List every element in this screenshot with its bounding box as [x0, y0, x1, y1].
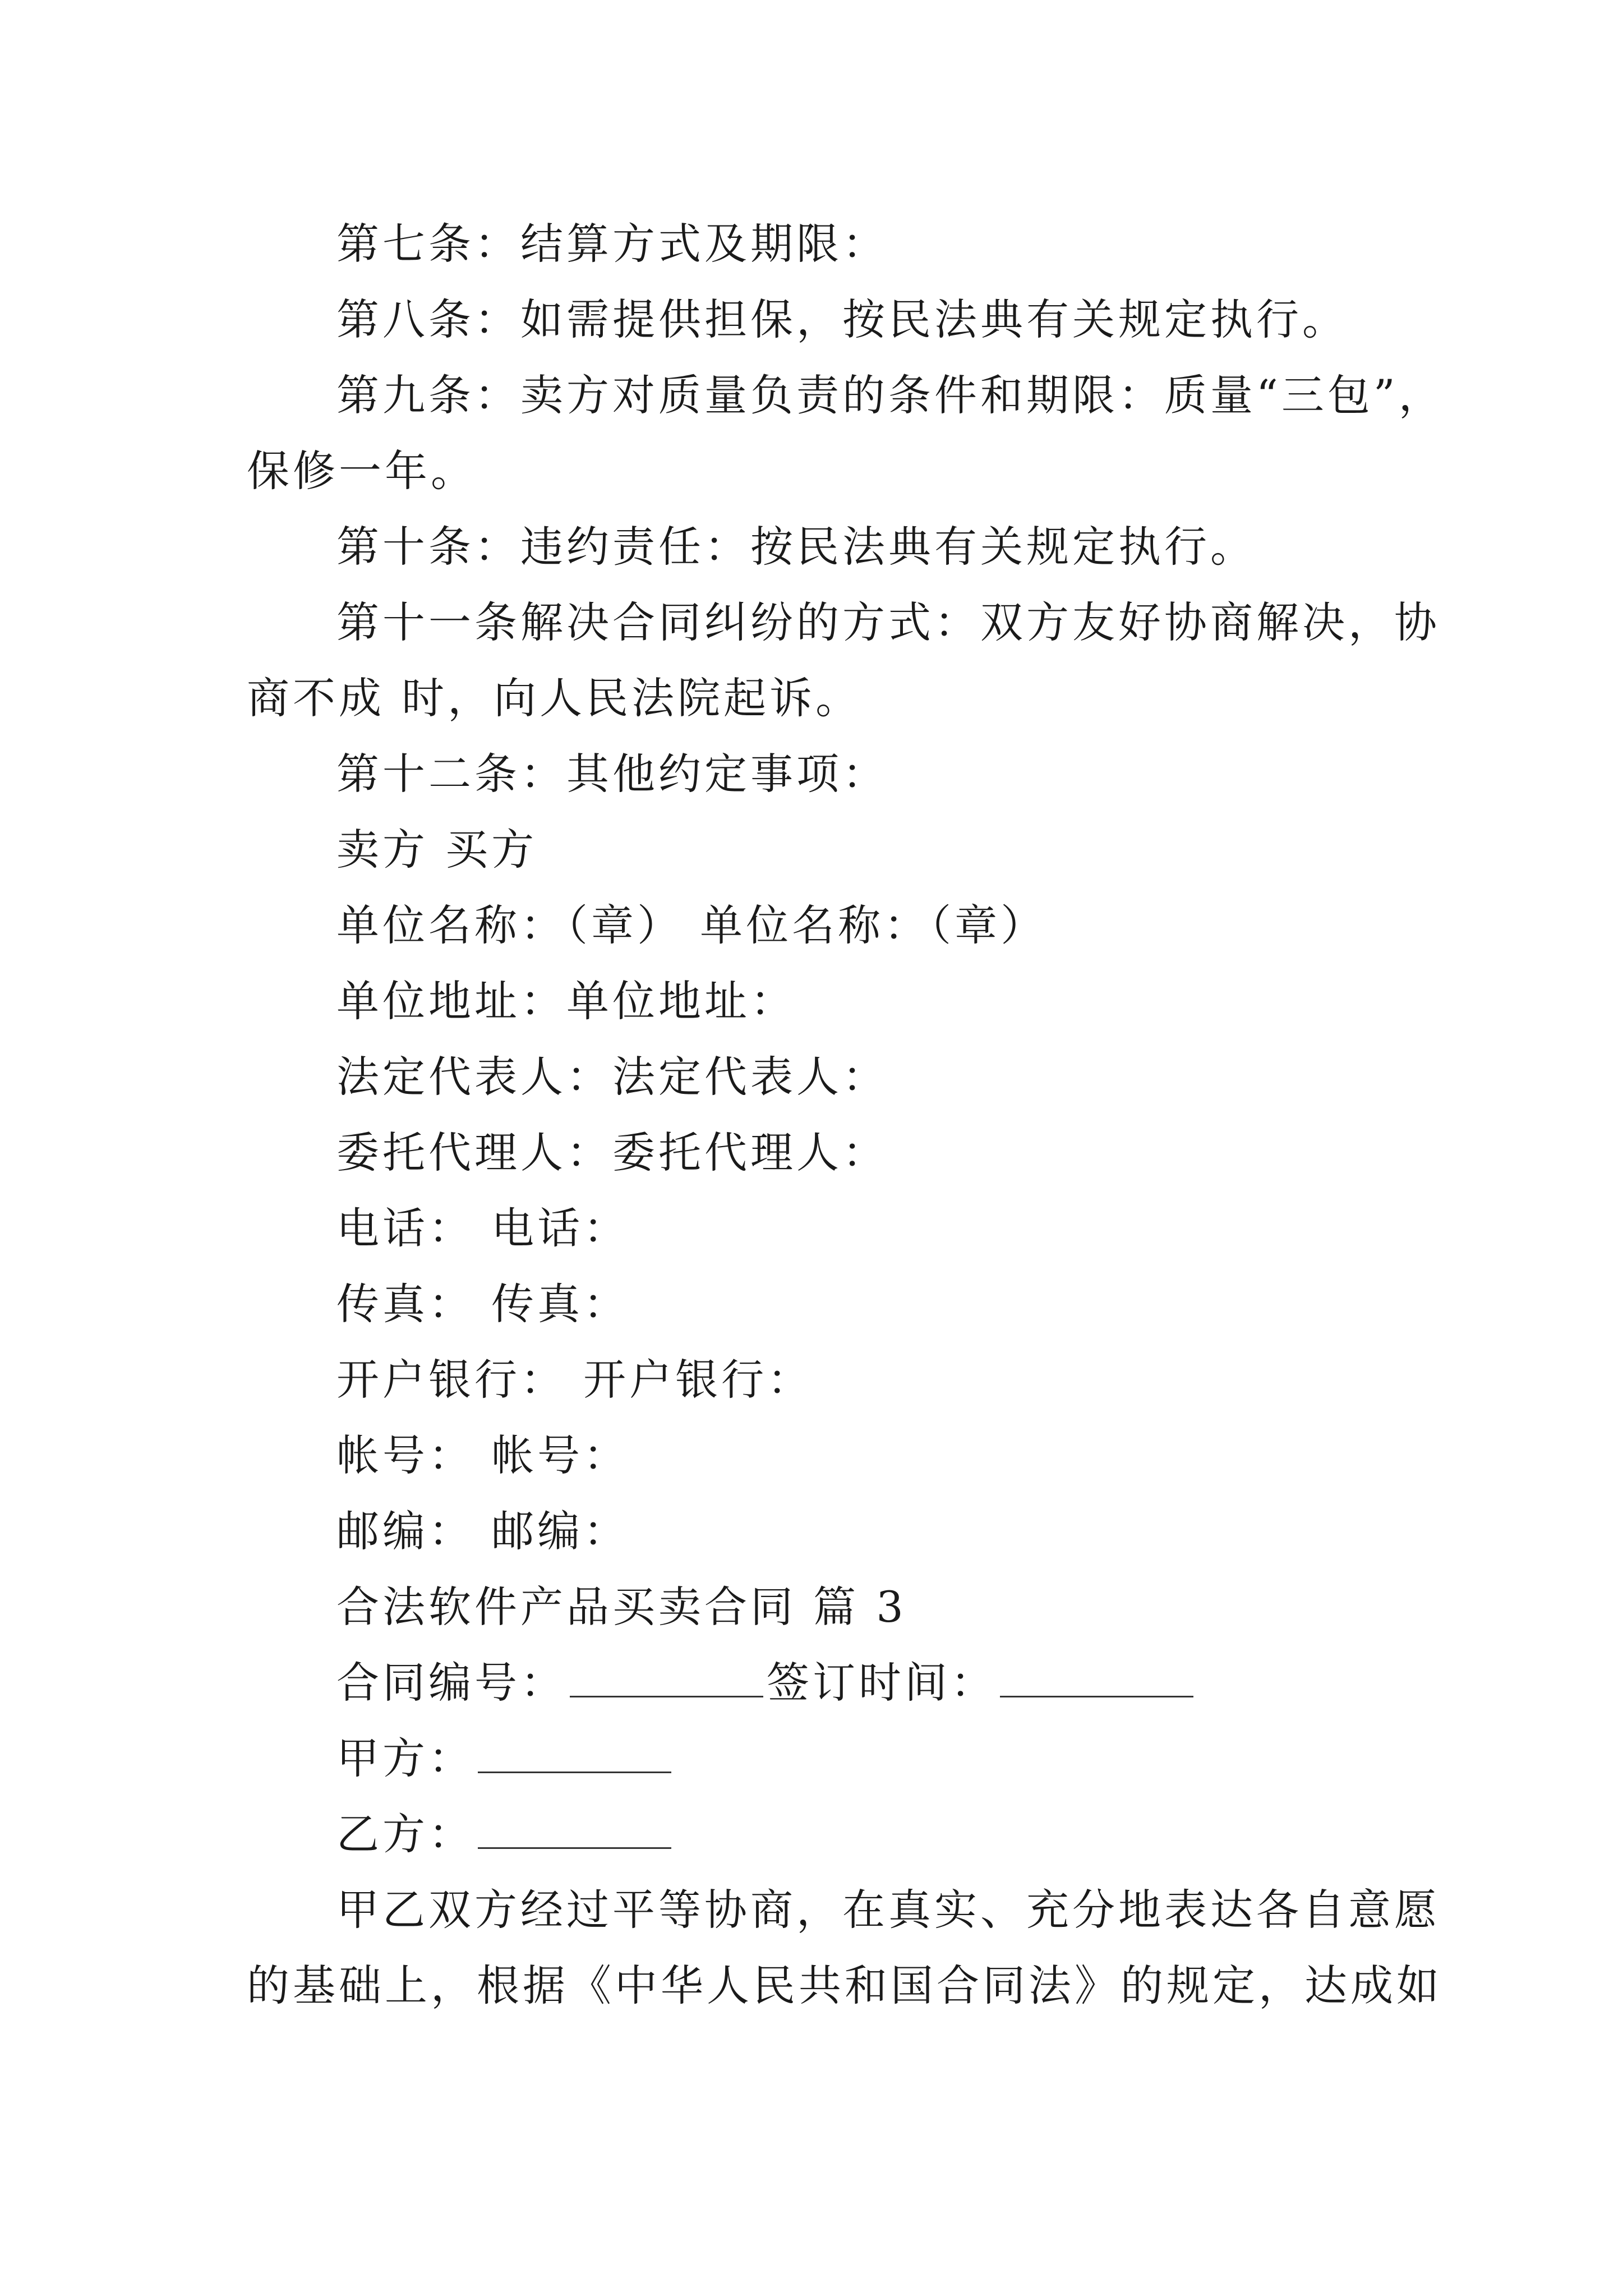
- sign-time-blank: [1000, 1657, 1193, 1697]
- party-a-blank: [478, 1732, 671, 1773]
- contract-no-blank: [570, 1657, 763, 1697]
- preamble-line-2: 的基础上，根据《中华人民共和国合同法》的规定，达成如: [247, 1961, 1442, 2010]
- postcode-row: 邮编： 邮编：: [336, 1506, 630, 1556]
- legal-rep-row: 法定代表人：法定代表人：: [336, 1052, 888, 1102]
- contract-no-label: 合同编号：: [336, 1658, 566, 1708]
- account-row: 帐号： 帐号：: [336, 1430, 630, 1480]
- party-b-row: [336, 1807, 675, 1861]
- bank-row: 开户银行： 开户银行：: [336, 1355, 814, 1405]
- article-7: 第七条：结算方式及期限：: [336, 219, 888, 269]
- party-a-row: [336, 1732, 675, 1786]
- article-9-line-2: 保修一年。: [247, 446, 477, 496]
- fax-row: 传真： 传真：: [336, 1279, 630, 1329]
- section-title: 合法软件产品买卖合同 篇 3: [336, 1582, 907, 1632]
- article-11-line-1: 第十一条解决合同纠纷的方式：双方友好协商解决，协: [336, 597, 1440, 647]
- party-b-label: 乙方：: [336, 1809, 474, 1859]
- unit-address-row: 单位地址：单位地址：: [336, 976, 796, 1026]
- article-10: 第十条：违约责任：按民法典有关规定执行。: [336, 522, 1256, 572]
- contract-no-row: [336, 1656, 1197, 1710]
- article-8: 第八条：如需提供担保，按民法典有关规定执行。: [336, 295, 1348, 344]
- party-b-blank: [478, 1808, 671, 1849]
- preamble-line-1: 甲乙双方经过平等协商，在真实、充分地表达各自意愿: [336, 1885, 1440, 1935]
- article-11-line-2: 商不成 时，向人民法院起诉。: [247, 673, 862, 723]
- sign-time-label: 签订时间：: [767, 1658, 997, 1708]
- party-a-label: 甲方：: [336, 1733, 474, 1783]
- agent-row: 委托代理人：委托代理人：: [336, 1128, 888, 1177]
- unit-name-row: 单位名称：（章） 单位名称：（章）: [336, 900, 1047, 950]
- article-9-line-1: 第九条：卖方对质量负责的条件和期限：质量“三包”，: [336, 370, 1445, 420]
- seller-buyer-header: 卖方 买方: [336, 825, 538, 875]
- article-12: 第十二条：其他约定事项：: [336, 749, 888, 799]
- phone-row: 电话： 电话：: [336, 1203, 630, 1253]
